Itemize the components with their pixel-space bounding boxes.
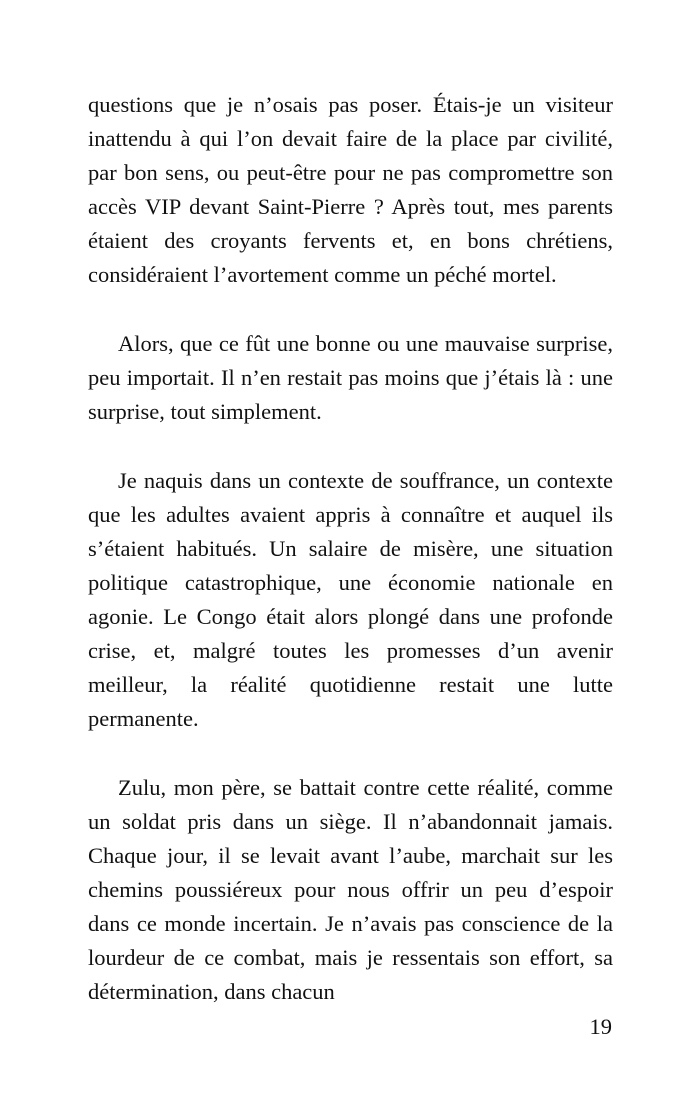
- page-number: 19: [589, 1014, 612, 1039]
- paragraph-father: Zulu, mon père, se battait contre cette réalité, comme un soldat pris dans un siège. Il n’abandonnait jamais. Chaque jour, il se levait avant l’aube, marchait sur les chemins poussiéreux pour nous offrir un peu d’espoir dans ce monde incertain. Je n’avais pas conscience de la lourdeur de ce combat, mais je ressentais son effort, sa détermination, dans chacun: [88, 775, 613, 1004]
- body-text: [88, 88, 613, 1009]
- paragraph-context: Je naquis dans un contexte de souffrance, un contexte que les adultes avaient appris à connaître et auquel ils s’étaient habitués. Un salaire de misère, une situation politique catastrophique, une économie nationale en agonie. Le Congo était alors plongé dans une profonde crise, et, malgré toutes les promesses d’un avenir meilleur, la réalité quotidienne restait une lutte permanente.: [88, 468, 613, 731]
- paragraph-continuation: questions que je n’osais pas poser. Étais-je un visiteur inattendu à qui l’on devait faire de la place par civilité, par bon sens, ou peut-être pour ne pas compromettre son accès VIP devant Saint-Pierre ? Après tout, mes parents étaient des croyants fervents et, en bons chrétiens, considéraient l’avortement comme un péché mortel.: [88, 92, 613, 287]
- paragraph-surprise: Alors, que ce fût une bonne ou une mauvaise surprise, peu importait. Il n’en restait pas moins que j’étais là : une surprise, tout simplement.: [88, 331, 613, 424]
